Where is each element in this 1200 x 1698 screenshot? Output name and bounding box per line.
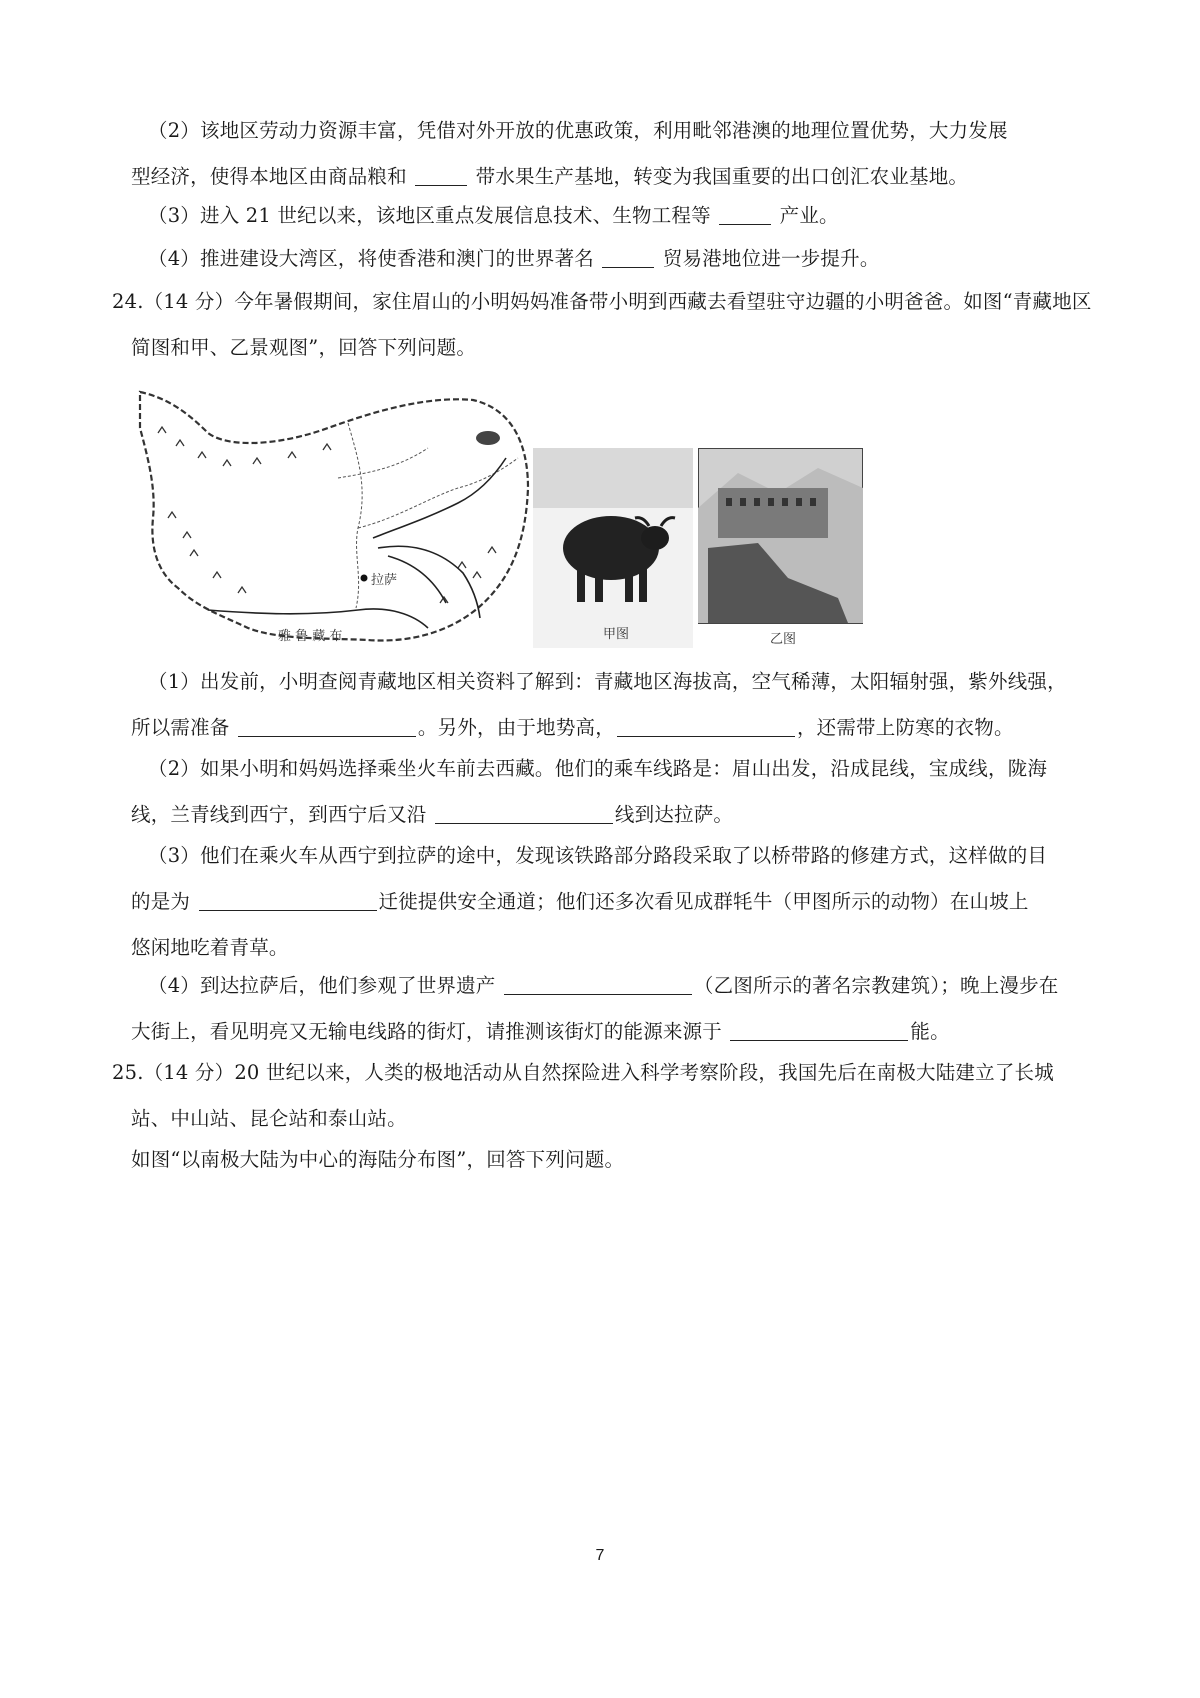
q24-intro: [112, 279, 1092, 371]
answer-blank-23-2[interactable]: [415, 165, 467, 186]
q24-sub3-text-a: （3）他们在乘火车从西宁到拉萨的途中，发现该铁路部分路段采取了以桥带路的修建方式，这样做的目: [148, 844, 1048, 867]
lhasa-marker: [361, 575, 368, 582]
answer-blank-23-3[interactable]: [719, 204, 771, 225]
q24-sub2: [131, 746, 1091, 838]
q24-sub1-text-b1: 所以需准备: [131, 716, 230, 739]
q24-sub3-text-b2: 迁徙提供安全通道；他们还多次看见成群牦牛（甲图所示的动物）在山坡上: [378, 890, 1029, 913]
region-border: [140, 392, 528, 641]
q25-line2: [131, 1137, 1091, 1183]
page-number: 7: [595, 1547, 605, 1564]
q24-sub3-text-b1: 的是为: [131, 890, 191, 913]
answer-blank-24-1b[interactable]: [617, 716, 795, 737]
river-label: 雅 鲁 藏 布: [278, 629, 343, 644]
q23-part2-text-a: （2）该地区劳动力资源丰富，凭借对外开放的优惠政策，利用毗邻港澳的地理位置优势，大力发展: [148, 119, 1008, 142]
palace-building: [718, 488, 828, 538]
q25-line2-text: 如图“以南极大陆为中心的海陆分布图”，回答下列问题。: [131, 1148, 625, 1171]
q24-sub2-text-b2: 线到达拉萨。: [614, 803, 734, 826]
q23-part3: [131, 193, 1091, 239]
q23-part4: [131, 236, 1091, 282]
q23-part3-text-b: 产业。: [779, 204, 839, 227]
answer-blank-24-1a[interactable]: [238, 716, 416, 737]
q23-part4-text-b: 贸易港地位进一步提升。: [662, 247, 880, 270]
yak-photo-jia: [533, 448, 693, 648]
answer-blank-24-4b[interactable]: [730, 1020, 908, 1041]
q25-intro-text: 25.（14 分）20 世纪以来，人类的极地活动从自然探险进入科学考察阶段，我国先后在南极大陆建立了长城站、中山站、昆仑站和泰山站。: [112, 1061, 1054, 1130]
q24-sub2-text-a: （2）如果小明和妈妈选择乘坐火车前去西藏。他们的乘车线路是：眉山出发，沿成昆线，宝成线，陇海: [148, 757, 1048, 780]
q24-sub4-text-b2: 能。: [910, 1020, 950, 1043]
q23-part2-text-b2: 带水果生产基地，转变为我国重要的出口创汇农业基地。: [475, 165, 969, 188]
q24-sub4: [131, 963, 1091, 1055]
q24-sub1-text-a: （1）出发前，小明查阅青藏地区相关资料了解到：青藏地区海拔高，空气稀薄，太阳辐射强，紫外线强，: [148, 670, 1067, 693]
answer-blank-23-4[interactable]: [602, 247, 654, 268]
q24-sub4-text-b1: 大街上，看见明亮又无输电线路的街灯，请推测该街灯的能源来源于: [131, 1020, 723, 1043]
q24-sub3-text-c: 悠闲地吃着青草。: [131, 936, 289, 959]
q24-sub1-text-b3: ，还需带上防寒的衣物。: [796, 716, 1014, 739]
q23-part2-line1: [131, 108, 1091, 200]
potala-photo-yi: [698, 448, 863, 648]
answer-blank-24-3[interactable]: [199, 890, 377, 911]
q25-intro: [112, 1050, 1092, 1142]
q24-sub4-text-a1: （4）到达拉萨后，他们参观了世界遗产: [148, 974, 496, 997]
qinghai-tibet-map: [128, 378, 538, 650]
caption-yi: 乙图: [770, 632, 797, 647]
mountain-symbols: [158, 427, 496, 603]
answer-blank-24-2[interactable]: [435, 803, 613, 824]
q24-sub1-text-b2: 。另外，由于地势高，: [417, 716, 615, 739]
q24-sub2-text-b1: 线，兰青线到西宁，到西宁后又沿: [131, 803, 427, 826]
q23-part3-text-a: （3）进入 21 世纪以来，该地区重点发展信息技术、生物工程等: [148, 204, 711, 227]
q24-intro-text: 24.（14 分）今年暑假期间，家住眉山的小明妈妈准备带小明到西藏去看望驻守边疆的小明爸爸。如图“青藏地区简图和甲、乙景观图”，回答下列问题。: [112, 290, 1092, 359]
q24-figure: [128, 378, 868, 650]
lhasa-label: 拉萨: [371, 573, 398, 588]
q24-sub4-text-a2: （乙图所示的著名宗教建筑）；晚上漫步在: [693, 974, 1059, 997]
q23-part2-text-b1: 型经济，使得本地区由商品粮和: [131, 165, 407, 188]
caption-jia: 甲图: [603, 627, 630, 642]
q24-sub1: [131, 659, 1091, 751]
q23-part4-text-a: （4）推进建设大湾区，将使香港和澳门的世界著名: [148, 247, 595, 270]
answer-blank-24-4a[interactable]: [504, 974, 692, 995]
qinghai-lake: [476, 431, 500, 445]
q24-sub3: [131, 833, 1091, 971]
